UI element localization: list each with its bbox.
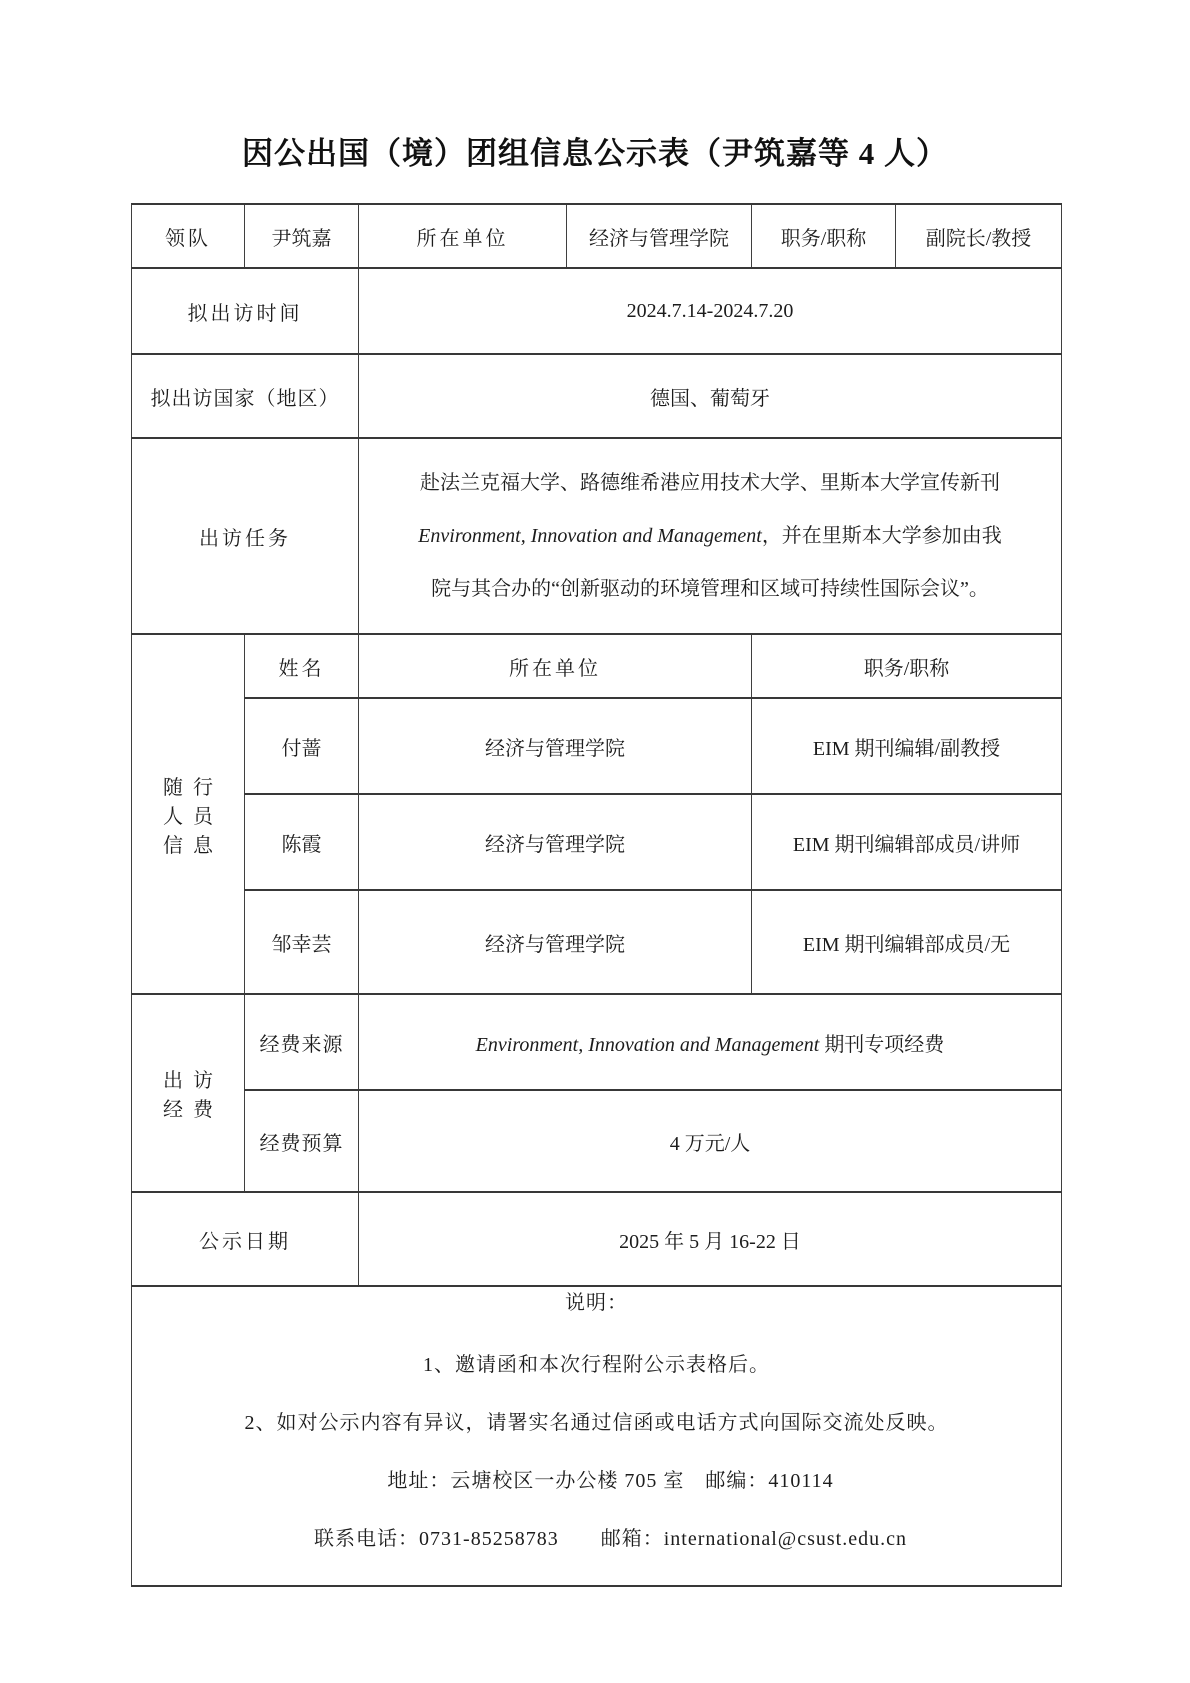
companion-3-name: 邹幸芸 [245,890,359,994]
mission-row [132,438,1062,634]
leader-unit: 经济与管理学院 [567,204,752,268]
mission-journal-name: Environment, Innovation and Management [418,524,762,547]
disclosure-table [131,203,1062,1587]
funding-group-label-text: 出访 经费 [163,1070,223,1121]
companion-row-1 [132,698,1062,794]
companions-header-title: 职务/职称 [752,634,1062,698]
companions-group-label [132,634,245,994]
leader-label: 领队 [132,204,245,268]
companion-1-name: 付蔷 [245,698,359,794]
companion-2-unit: 经济与管理学院 [359,794,752,890]
companions-header-row [132,634,1062,698]
notes-item-1: 1、邀请函和本次行程附公示表格后。 [423,1354,770,1376]
companion-1-title: EIM 期刊编辑/副教授 [752,698,1062,794]
funding-budget-label: 经费预算 [245,1090,359,1192]
country-label: 拟出访国家（地区） [132,354,359,438]
time-label: 拟出访时间 [132,268,359,354]
funding-budget-value: 4 万元/人 [359,1090,1062,1192]
mission-line-3: 院与其合办的“创新驱动的环境管理和区域可持续性国际会议”。 [431,577,989,600]
funding-source-value [359,994,1062,1090]
time-value: 2024.7.14-2024.7.20 [359,268,1062,354]
notes-cell [132,1286,1062,1586]
notes-heading: 说明： [565,1292,628,1314]
companion-2-title: EIM 期刊编辑部成员/讲师 [752,794,1062,890]
country-value: 德国、葡萄牙 [359,354,1062,438]
funding-source-label: 经费来源 [245,994,359,1090]
companion-3-title: EIM 期刊编辑部成员/无 [752,890,1062,994]
companions-header-unit: 所在单位 [359,634,752,698]
companions-group-label-text: 随行 人员 信息 [163,776,223,857]
companion-1-unit: 经济与管理学院 [359,698,752,794]
notes-contact: 联系电话：0731-85258783 邮箱：international@csust.edu.cn [314,1528,907,1550]
funding-source-rest: 期刊专项经费 [819,1033,945,1056]
companions-header-name: 姓名 [245,634,359,698]
notes-item-2: 2、如对公示内容有异议，请署实名通过信函或电话方式向国际交流处反映。 [244,1412,949,1434]
leader-unit-label: 所在单位 [359,204,567,268]
country-row [132,354,1062,438]
time-row [132,268,1062,354]
mission-value [359,438,1062,634]
notes-row [132,1286,1062,1586]
leader-row [132,204,1062,268]
companion-row-3 [132,890,1062,994]
companion-3-unit: 经济与管理学院 [359,890,752,994]
publicity-value: 2025 年 5 月 16-22 日 [359,1192,1062,1286]
notes-address: 地址：云塘校区一办公楼 705 室 邮编：410114 [387,1470,834,1492]
funding-budget-row [132,1090,1062,1192]
page-title: 因公出国（境）团组信息公示表（尹筑嘉等 4 人） [242,136,948,171]
mission-line-2 [363,518,1057,555]
mission-line-1: 赴法兰克福大学、路德维希港应用技术大学、里斯本大学宣传新刊 [420,471,1000,494]
leader-name: 尹筑嘉 [245,204,359,268]
companion-row-2 [132,794,1062,890]
publicity-row [132,1192,1062,1286]
funding-source-row [132,994,1062,1090]
leader-title-label: 职务/职称 [752,204,896,268]
publicity-label: 公示日期 [132,1192,359,1286]
leader-title: 副院长/教授 [896,204,1062,268]
funding-group-label [132,994,245,1192]
mission-line-2-rest: ，并在里斯本大学参加由我 [761,524,1002,547]
mission-label: 出访任务 [132,438,359,634]
companion-2-name: 陈霞 [245,794,359,890]
funding-journal-name: Environment, Innovation and Management [475,1033,820,1056]
